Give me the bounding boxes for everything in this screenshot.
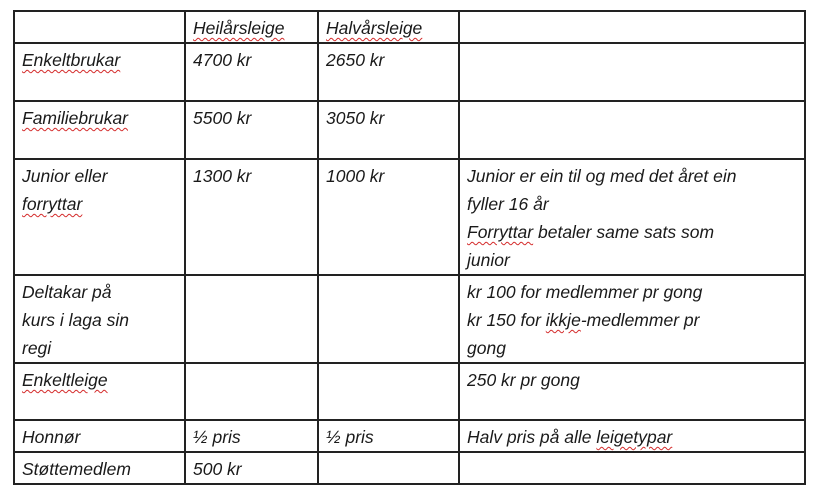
half-year-price-cell: ½ pris [318, 420, 459, 452]
half-year-price-cell [318, 275, 459, 363]
category-cell: Honnør [14, 420, 185, 452]
table-row [14, 275, 805, 363]
header-half-year-label: Halvårsleige [326, 18, 423, 38]
category-label-line: kurs i laga sin [22, 310, 129, 330]
category-label: Enkeltleige [22, 370, 108, 390]
price-table [13, 10, 806, 485]
category-label-line: regi [22, 338, 52, 358]
header-cell-notes [459, 11, 805, 43]
category-cell [14, 363, 185, 420]
table-row [14, 420, 805, 452]
half-year-price-cell [318, 452, 459, 484]
note-cell [459, 159, 805, 275]
header-cell-half-year [318, 11, 459, 43]
header-row [14, 11, 805, 43]
note-line: 250 kr pr gong [467, 370, 580, 390]
category-cell [14, 275, 185, 363]
annual-price-cell: 500 kr [185, 452, 318, 484]
table-row [14, 101, 805, 159]
annual-price-cell: 1300 kr [185, 159, 318, 275]
note-cell [459, 275, 805, 363]
note-line: gong [467, 338, 506, 358]
table-row [14, 43, 805, 101]
note-line: junior [467, 250, 510, 270]
half-year-price-cell: 2650 kr [318, 43, 459, 101]
note-cell [459, 452, 805, 484]
annual-price-cell [185, 275, 318, 363]
header-cell-category [14, 11, 185, 43]
header-cell-annual [185, 11, 318, 43]
half-year-price-cell: 3050 kr [318, 101, 459, 159]
half-year-price-cell [318, 363, 459, 420]
note-line: Forryttar betaler same sats som [467, 222, 715, 242]
header-annual-label: Heilårsleige [193, 18, 285, 38]
annual-price-cell: ½ pris [185, 420, 318, 452]
category-label-line: Deltakar på [22, 282, 112, 302]
note-line: Halv pris på alle leigetypar [467, 427, 673, 447]
table-row [14, 159, 805, 275]
note-line: kr 100 for medlemmer pr gong [467, 282, 703, 302]
table-row [14, 363, 805, 420]
note-cell [459, 101, 805, 159]
category-label: Enkeltbrukar [22, 50, 121, 70]
note-cell [459, 363, 805, 420]
annual-price-cell: 5500 kr [185, 101, 318, 159]
note-cell [459, 420, 805, 452]
category-cell [14, 101, 185, 159]
category-cell [14, 159, 185, 275]
note-line: fyller 16 år [467, 194, 549, 214]
annual-price-cell [185, 363, 318, 420]
category-label-line: Junior eller [22, 166, 108, 186]
note-line: kr 150 for ikkje-medlemmer pr [467, 310, 700, 330]
category-cell [14, 43, 185, 101]
category-label-line: forryttar [22, 194, 83, 214]
note-cell [459, 43, 805, 101]
annual-price-cell: 4700 kr [185, 43, 318, 101]
half-year-price-cell: 1000 kr [318, 159, 459, 275]
category-cell: Støttemedlem [14, 452, 185, 484]
note-line: Junior er ein til og med det året ein [467, 166, 737, 186]
category-label: Familiebrukar [22, 108, 128, 128]
table-row [14, 452, 805, 484]
